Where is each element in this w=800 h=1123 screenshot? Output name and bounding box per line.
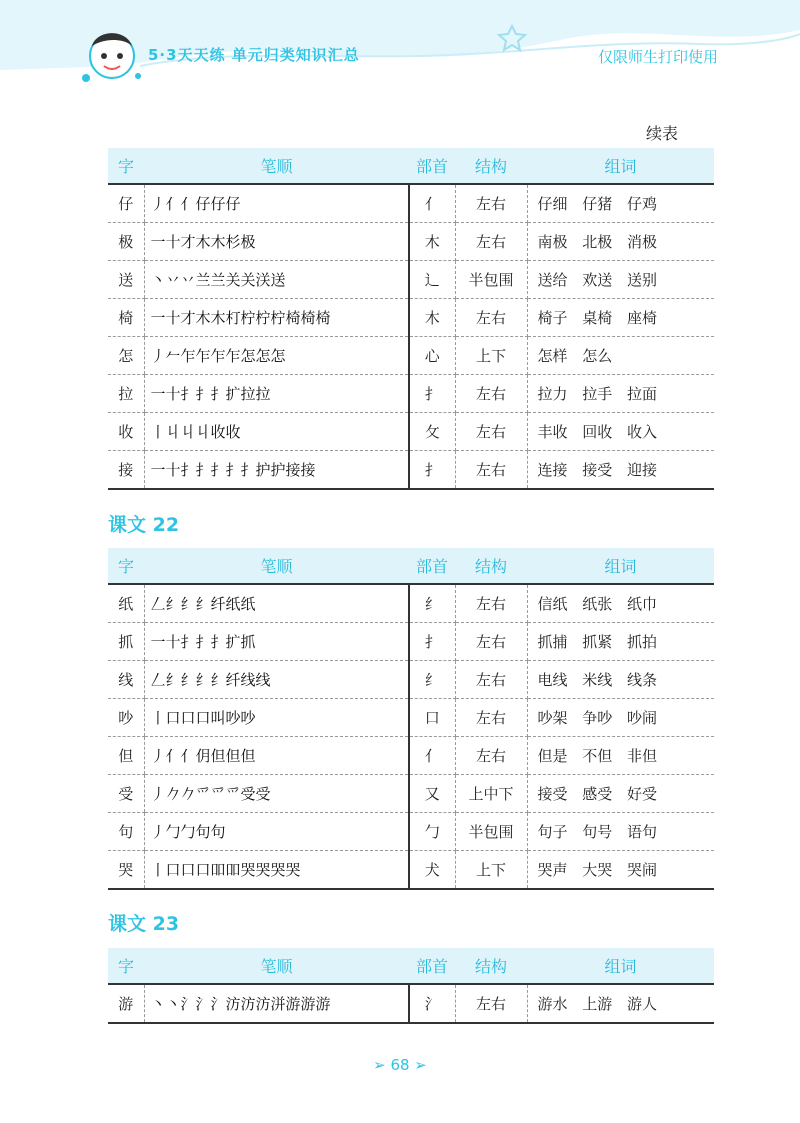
structure-cell: 左右 [455,299,527,337]
words-cell: 信纸 纸张 纸巾 [527,584,714,623]
char-cell: 纸 [108,584,144,623]
radical-cell: 扌 [409,451,455,490]
stroke-order-cell: 丶丷丷兰兰关关浂送 [144,261,409,299]
table-row [108,699,714,737]
stroke-order-cell: 丿亻亻仴但但但 [144,737,409,775]
char-cell: 线 [108,661,144,699]
table-row [108,813,714,851]
char-cell: 极 [108,223,144,261]
stroke-order-cell: 丿𠂊𠂊爫爫爫受受 [144,775,409,813]
structure-cell: 左右 [455,699,527,737]
page-number: ➢ 68 ➢ [373,1056,427,1074]
char-cell: 吵 [108,699,144,737]
structure-cell: 左右 [455,223,527,261]
radical-cell: 攵 [409,413,455,451]
stroke-order-cell: 丿勹勹句句 [144,813,409,851]
radical-cell: 氵 [409,984,455,1023]
words-cell: 抓捕 抓紧 抓拍 [527,623,714,661]
stroke-order-cell: 𠃋纟纟纟纟纤线线 [144,661,409,699]
stroke-order-cell: 丿亻亻仔仔仔 [144,184,409,223]
radical-cell: 纟 [409,584,455,623]
radical-cell: 心 [409,337,455,375]
col-words-header: 组词 [527,948,714,984]
lesson-22-table [108,548,714,890]
table-row [108,184,714,223]
table-row [108,661,714,699]
words-cell: 丰收 回收 收入 [527,413,714,451]
page-header [0,0,800,92]
table-row [108,451,714,490]
col-stroke-header: 笔顺 [144,548,409,584]
continued-label: 续表 [645,124,678,143]
words-cell: 拉力 拉手 拉面 [527,375,714,413]
char-cell: 句 [108,813,144,851]
table-row [108,584,714,623]
structure-cell: 左右 [455,451,527,490]
col-words-header: 组词 [527,548,714,584]
table-header-row [108,548,714,584]
radical-cell: 扌 [409,623,455,661]
structure-cell: 上下 [455,851,527,890]
col-radical-header: 部首 [409,548,455,584]
stroke-order-cell: 一十才木木朾柠柠柠椅椅椅 [144,299,409,337]
table-row [108,984,714,1023]
stroke-order-cell: 一十才木木杉极 [144,223,409,261]
series-title: 5·3天天练 单元归类知识汇总 [148,46,360,64]
col-words-header: 组词 [527,148,714,184]
lesson-23-heading: 课文 23 [108,913,180,935]
words-cell: 句子 句号 语句 [527,813,714,851]
stroke-order-cell: 一十扌扌扌扌扌护护接接 [144,451,409,490]
words-cell: 哭声 大哭 哭闹 [527,851,714,890]
table-row [108,299,714,337]
table-row [108,261,714,299]
radical-cell: 木 [409,299,455,337]
stroke-order-cell: 丨丩丩丩收收 [144,413,409,451]
lesson-23-table [108,948,714,1024]
print-notice: 仅限师生打印使用 [597,48,718,66]
table-header-row [108,148,714,184]
stroke-order-cell: 丨口口口叫吵吵 [144,699,409,737]
col-stroke-header: 笔顺 [144,148,409,184]
words-cell: 但是 不但 非但 [527,737,714,775]
col-radical-header: 部首 [409,148,455,184]
radical-cell: 又 [409,775,455,813]
char-cell: 游 [108,984,144,1023]
char-cell: 怎 [108,337,144,375]
words-cell: 接受 感受 好受 [527,775,714,813]
radical-cell: 口 [409,699,455,737]
table-row [108,623,714,661]
char-cell: 哭 [108,851,144,890]
words-cell: 怎样 怎么 [527,337,714,375]
structure-cell: 左右 [455,661,527,699]
char-cell: 收 [108,413,144,451]
words-cell: 游水 上游 游人 [527,984,714,1023]
char-cell: 送 [108,261,144,299]
structure-cell: 左右 [455,623,527,661]
col-stroke-header: 笔顺 [144,948,409,984]
stroke-order-cell: 𠃋纟纟纟纤纸纸 [144,584,409,623]
words-cell: 南极 北极 消极 [527,223,714,261]
structure-cell: 左右 [455,737,527,775]
char-cell: 椅 [108,299,144,337]
table-row [108,851,714,890]
stroke-order-cell: 丨口口口吅吅哭哭哭哭 [144,851,409,890]
character-table-continued [108,148,714,490]
col-char-header: 字 [108,548,144,584]
char-cell: 抓 [108,623,144,661]
structure-cell: 左右 [455,184,527,223]
stroke-order-cell: 一十扌扌扌扩拉拉 [144,375,409,413]
table-row [108,337,714,375]
radical-cell: 亻 [409,737,455,775]
radical-cell: 勹 [409,813,455,851]
table-row [108,375,714,413]
col-structure-header: 结构 [455,948,527,984]
char-cell: 受 [108,775,144,813]
char-cell: 但 [108,737,144,775]
structure-cell: 左右 [455,413,527,451]
table-row [108,413,714,451]
words-cell: 仔细 仔猪 仔鸡 [527,184,714,223]
col-char-header: 字 [108,948,144,984]
structure-cell: 上中下 [455,775,527,813]
stroke-order-cell: 丶丶氵氵氵汸汸汸洴游游游 [144,984,409,1023]
structure-cell: 左右 [455,584,527,623]
radical-cell: 犬 [409,851,455,890]
radical-cell: 辶 [409,261,455,299]
structure-cell: 左右 [455,984,527,1023]
col-structure-header: 结构 [455,148,527,184]
table-header-row [108,948,714,984]
radical-cell: 纟 [409,661,455,699]
col-char-header: 字 [108,148,144,184]
structure-cell: 半包围 [455,261,527,299]
words-cell: 送给 欢送 送别 [527,261,714,299]
words-cell: 电线 米线 线条 [527,661,714,699]
char-cell: 接 [108,451,144,490]
structure-cell: 半包围 [455,813,527,851]
words-cell: 椅子 桌椅 座椅 [527,299,714,337]
col-radical-header: 部首 [409,948,455,984]
lesson-22-heading: 课文 22 [108,514,180,536]
words-cell: 吵架 争吵 吵闹 [527,699,714,737]
radical-cell: 亻 [409,184,455,223]
char-cell: 拉 [108,375,144,413]
structure-cell: 上下 [455,337,527,375]
col-structure-header: 结构 [455,548,527,584]
radical-cell: 扌 [409,375,455,413]
words-cell: 连接 接受 迎接 [527,451,714,490]
table-row [108,737,714,775]
table-row [108,223,714,261]
stroke-order-cell: 丿𠂉乍乍乍乍怎怎怎 [144,337,409,375]
table-row [108,775,714,813]
structure-cell: 左右 [455,375,527,413]
radical-cell: 木 [409,223,455,261]
char-cell: 仔 [108,184,144,223]
stroke-order-cell: 一十扌扌扌扩抓 [144,623,409,661]
